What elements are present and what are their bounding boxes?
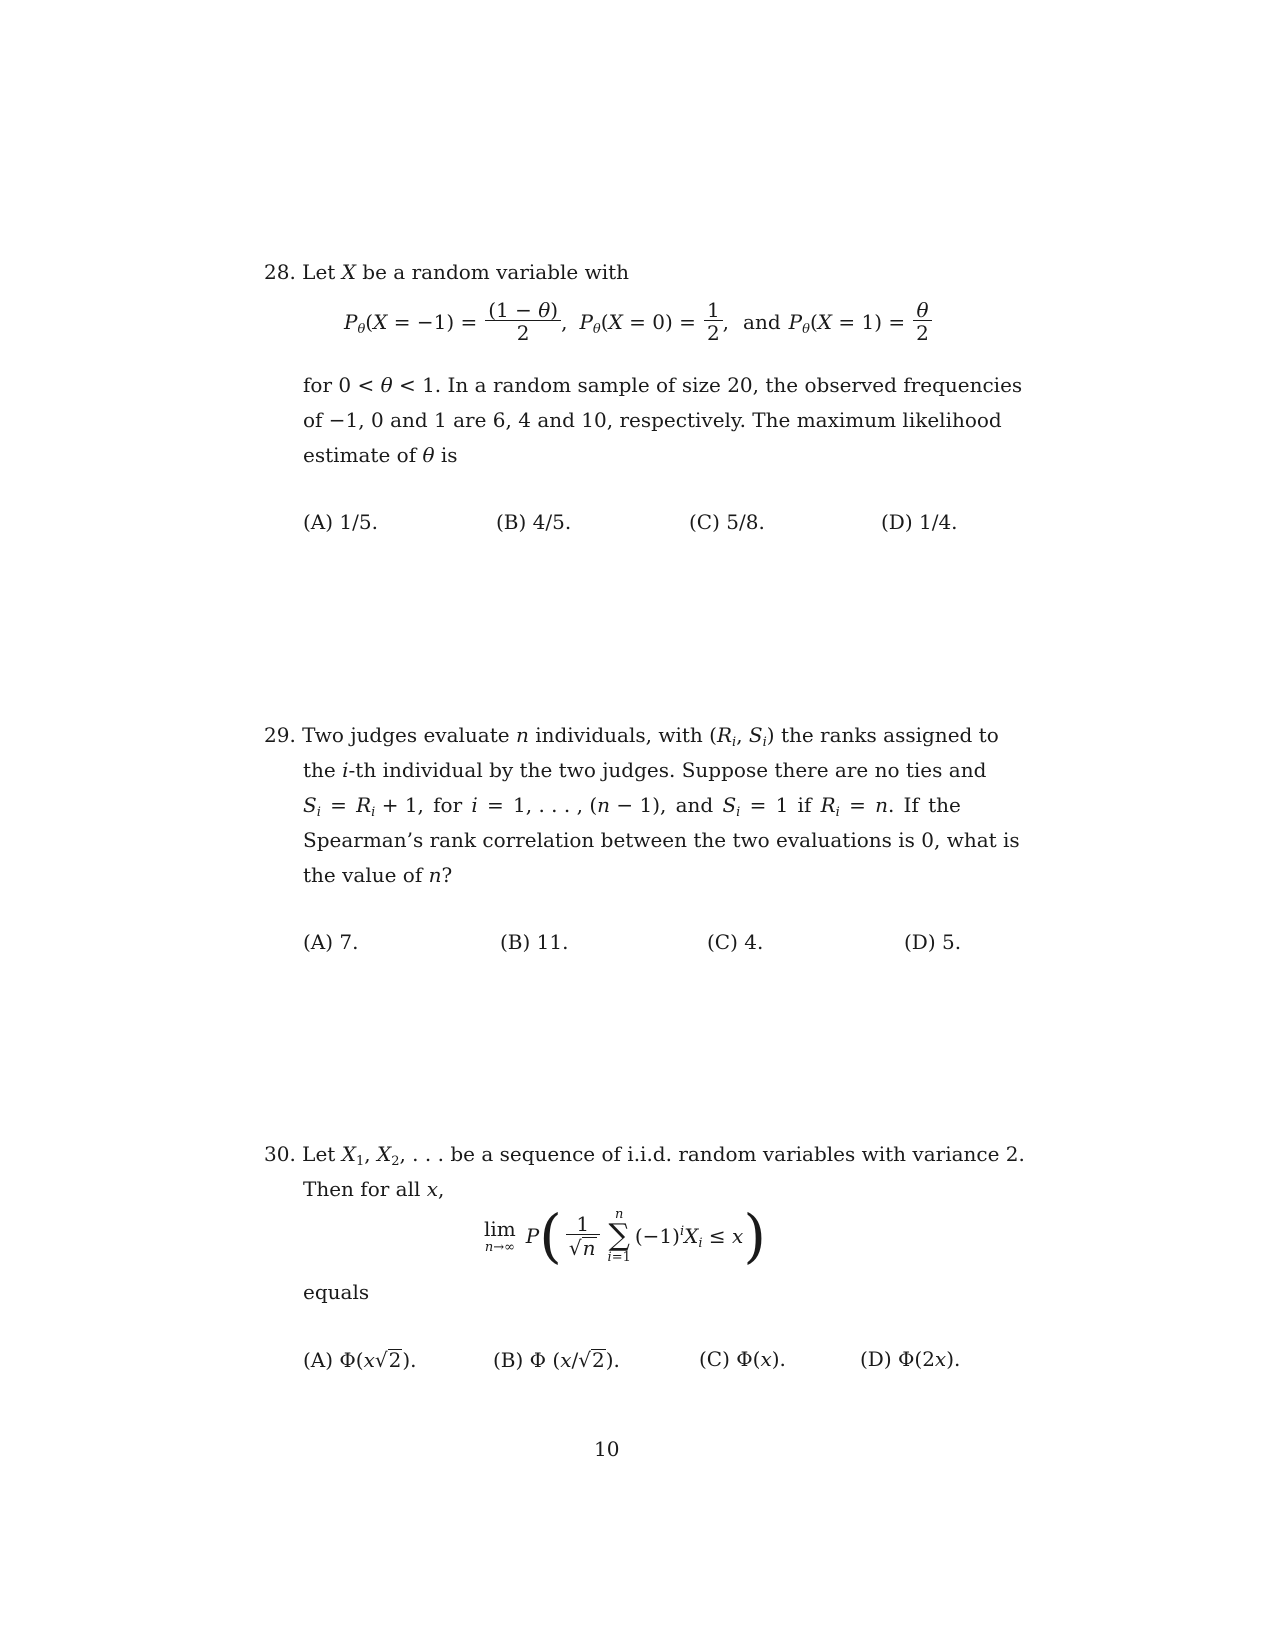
question-30-number: 30. <box>264 1142 296 1166</box>
q30-limit <box>484 1216 516 1255</box>
q30-option-a[interactable]: (A) Φ(x√2). <box>303 1348 417 1372</box>
q28-third-lhs: $P_\theta(X = 1)$ = <box>788 309 906 337</box>
q28-option-d[interactable]: (D) 1/4. <box>881 510 958 534</box>
q30-sum <box>608 1208 631 1264</box>
q30-fraction <box>566 1214 600 1258</box>
q30-frac-num: 1 <box>576 1212 590 1236</box>
q30-sum-top: n <box>615 1207 624 1222</box>
q30-lim-sub: n→∞ <box>484 1239 515 1255</box>
question-30-formula: lim n→∞ P ( $\frac{1}{√n}$ n ∑ i=1 $(-1)^iX_i \le x$ ) <box>484 1202 766 1270</box>
question-30-after-text: equals <box>303 1280 370 1304</box>
q30-sum-bottom: i=1 <box>607 1250 631 1265</box>
q28-second-fraction <box>704 300 723 343</box>
question-28-number: 28. <box>264 260 296 284</box>
question-28-line-2: of −1, 0 and 1 are 6, 4 and 10, respectively. The maximum likelihood <box>303 408 1002 432</box>
q28-second-num: 1 <box>706 298 720 322</box>
question-29-line-1: 29. Two judges evaluate n individuals, with ($R_i$, $S_i$) the ranks assigned to <box>264 723 999 750</box>
q30-lim-word: lim <box>484 1216 516 1241</box>
q28-second-lhs: $P_\theta(X = 0)$ = <box>579 309 696 337</box>
q28-third-fraction <box>913 300 932 343</box>
question-28-intro <box>264 262 629 282</box>
q30-term: $(-1)^iX_i \le x$ <box>634 1224 744 1251</box>
question-29-line-3: $S_i$ = $R_i + 1$, for i = 1, . . . , (n − 1), and $S_i$ = 1 if $R_i$ = n. If the <box>303 793 961 820</box>
q29-option-a[interactable]: (A) 7. <box>303 930 359 954</box>
q30-option-d[interactable]: (D) Φ(2x). <box>860 1347 961 1371</box>
q30-frac-den: √n <box>566 1234 600 1258</box>
q28-option-c[interactable]: (C) 5/8. <box>689 510 765 534</box>
q28-first-den: 2 <box>485 320 561 343</box>
question-28-line-3: estimate of θ is <box>303 443 458 467</box>
q28-third-num: θ <box>916 298 929 322</box>
q30-option-b[interactable]: (B) Φ (x/√2). <box>493 1348 620 1372</box>
q28-and-word: and <box>743 309 781 334</box>
question-30-line-2: Then for all x, <box>303 1177 445 1201</box>
question-28-intro-text: Let X be a random variable with <box>302 260 630 284</box>
q29-option-d[interactable]: (D) 5. <box>904 930 962 954</box>
q28-option-a[interactable]: (A) 1/5. <box>303 510 378 534</box>
q28-option-b[interactable]: (B) 4/5. <box>496 510 572 534</box>
question-29-line-4: Spearman’s rank correlation between the two evaluations is 0, what is <box>303 828 1020 852</box>
question-28-line-1: for 0 < θ < 1. In a random sample of size 20, the observed frequencies <box>303 373 1023 397</box>
q30-prob: P <box>525 1224 540 1248</box>
q28-second-den: 2 <box>704 320 723 343</box>
q29-option-b[interactable]: (B) 11. <box>500 930 569 954</box>
q28-first-lhs: $P_\theta(X = -1)$ = <box>344 309 478 337</box>
q28-third-den: 2 <box>913 320 932 343</box>
q28-first-fraction <box>485 300 561 343</box>
question-30-line-1: 30. Let $X_1$, $X_2$, . . . be a sequence of i.i.d. random variables with variance 2. <box>264 1142 1025 1169</box>
page-number: 10 <box>594 1437 620 1461</box>
q30-option-c[interactable]: (C) Φ(x). <box>699 1347 786 1371</box>
q28-first-num: (1 − θ) <box>488 298 559 322</box>
question-29-line-2: the i-th individual by the two judges. Suppose there are no ties and <box>303 758 987 782</box>
question-29-number: 29. <box>264 723 296 747</box>
question-29-line-5: the value of n? <box>303 863 453 887</box>
question-28-formula: $P_\theta(X = -1)$ = $\frac{(1 - \theta)}{2}$ , $P_\theta(X = 0)$ = $\frac{1}{2}$ , and $P_\theta(X = 1)$ = $\frac{\theta}{2}$ <box>344 300 932 343</box>
q29-option-c[interactable]: (C) 4. <box>707 930 764 954</box>
q30-sum-symbol: ∑ <box>608 1218 630 1253</box>
